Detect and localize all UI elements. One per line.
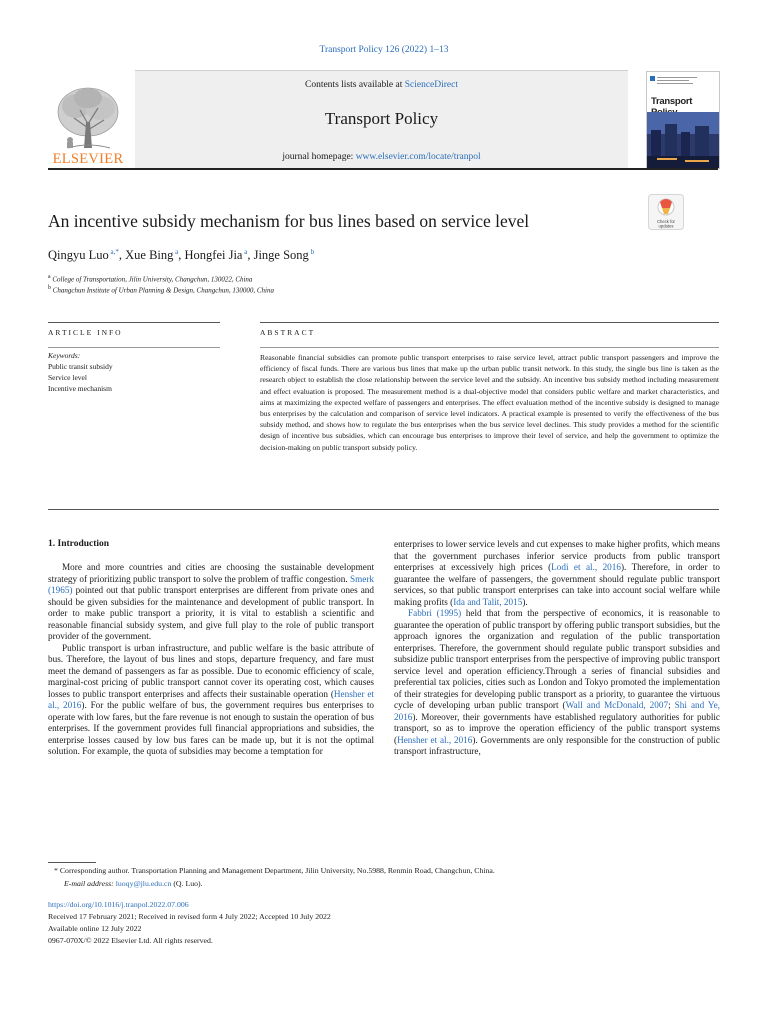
check-for-updates-icon[interactable] <box>648 194 684 230</box>
affiliation-b-marker: b <box>48 285 51 291</box>
paragraph-text: ). Governments are only responsible for the construction of public transport infrastructure, <box>394 734 720 756</box>
article-info-heading: ARTICLE INFO <box>48 328 123 337</box>
author-separator: , <box>118 248 126 263</box>
paragraph-text: ). Therefore, in order to guarantee the welfare of passengers, the government should regulate public transport services, so that public transport enterprises can take into account social welfare while making profits ( <box>394 562 720 607</box>
affiliation-a <box>48 274 648 283</box>
cover-top-band <box>647 72 719 90</box>
abstract-rule <box>260 347 719 348</box>
body-paragraph <box>394 539 720 608</box>
journal-title: Transport Policy <box>324 109 439 128</box>
contents-availability <box>135 80 628 90</box>
affiliation-a-text: College of Transportation, Jilin University, Changchun, 130022, China <box>52 275 253 284</box>
keyword-item: Incentive mechanism <box>48 384 112 393</box>
article-info-rule-top <box>48 322 220 323</box>
body-paragraph <box>48 562 374 643</box>
affiliation-a-marker: a <box>48 274 51 280</box>
paragraph-text: Public transport is urban infrastructure, and public welfare is the basic attribute of bus. Therefore, the layout of bus lines and stops, departure frequency, and fare must meet the demand of passengers as far as possible. Due to economic efficiency of scale, marginal-cost pricing of public transport cannot cover its operating cost, which causes losses to public transport enterprises and affects their sustainable operation ( <box>48 642 374 699</box>
copyright-notice: 0967-070X/© 2022 Elsevier Ltd. All rights reserved. <box>48 936 213 945</box>
email-label: E-mail address: <box>64 879 114 888</box>
crossmark-line2: updates <box>658 223 674 229</box>
paragraph-text: pointed out that public transport enterprises are different from private ones and should be given subsidies for the maintenance and development of public transport. In order to make public transport a priority, it is vital to establish a scientific and reasonable financial subsidy system, and give full play to the role of public transport provider of the government. <box>48 585 374 641</box>
abstract-heading: ABSTRACT <box>260 328 316 337</box>
citation-link[interactable]: Lodi et al., 2016 <box>551 562 621 572</box>
body-paragraph <box>48 643 374 758</box>
received-dates: Received 17 February 2021; Received in revised form 4 July 2022; Accepted 10 July 2022 <box>48 912 331 921</box>
author-affiliation-marker[interactable]: a,* <box>108 248 119 256</box>
contents-prefix: Contents lists available at <box>304 80 405 90</box>
header-divider <box>48 168 718 170</box>
abstract-rule-top <box>260 322 719 323</box>
citation-link[interactable]: Fabbri (1995) <box>408 608 462 618</box>
paragraph-text: ; <box>668 700 675 710</box>
paragraph-text: More and more countries and cities are choosing the sustainable development strategy of prioritizing public transport to solve the problem of traffic congestion. <box>48 562 374 584</box>
email-link[interactable]: luoqy@jlu.edu.cn <box>115 879 172 888</box>
keyword-item: Service level <box>48 373 87 382</box>
paragraph-text: ). Moreover, their governments have established regulatory authorities for public transport, so as to improve the operation efficiency of the public transport systems ( <box>394 711 720 745</box>
homepage-prefix: journal homepage: <box>282 152 356 162</box>
paragraph-text: held that from the perspective of economics, it is reasonable to guarantee the operation of public transport by offering public transport subsidies, but the approach ignores the organization and regulation of the public transportation enterprises. Therefore, the government should regulate public transport subsidies and subsidize public transport enterprises from the perspective of improving public transport service level and operation efficiency.Through a series of financial subsidies and preferential tax policies, cities such as London and Tokyo promoted the implementation of their strategies for developing public transport as a priority, to guarantee the virtuous cycle of developing urban public transport ( <box>394 608 720 710</box>
author-affiliation-marker[interactable]: a <box>242 248 248 256</box>
author-name[interactable]: Xue Bing <box>125 248 174 263</box>
crossmark-line1: Check for <box>657 219 675 224</box>
citation-link[interactable]: Smerk (1965) <box>48 573 374 595</box>
journal-homepage-link[interactable]: www.elsevier.com/locate/tranpol <box>355 152 481 162</box>
elsevier-wordmark: ELSEVIER <box>52 151 124 167</box>
affiliation-b-text: Changchun Institute of Urban Planning & Design, Changchun, 130000, China <box>52 286 274 295</box>
author-name[interactable]: Jinge Song <box>253 248 309 263</box>
affiliation-b <box>48 285 648 294</box>
body-paragraph <box>394 608 720 758</box>
citation-link[interactable]: Hensher et al., 2016 <box>397 734 473 745</box>
author-affiliation-marker[interactable]: a <box>173 248 179 256</box>
paragraph-text: enterprises to lower service levels and cut expenses to make higher profits, which means that the government purchases inferior service products from public transport enterprises at excessively high prices ( <box>394 539 720 572</box>
sciencedirect-link[interactable]: ScienceDirect <box>404 80 458 90</box>
intro-left-column <box>48 562 374 758</box>
citation-link[interactable]: Wall and McDonald, 2007 <box>565 700 669 710</box>
keyword-item: Public transit subsidy <box>48 362 113 371</box>
author-separator: , <box>247 248 254 263</box>
author-name[interactable]: Qingyu Luo <box>48 248 109 263</box>
footnote-rule <box>48 862 96 863</box>
author-affiliation-marker[interactable]: b <box>308 248 315 256</box>
article-title: An incentive subsidy mechanism for bus lines based on service level <box>48 211 530 231</box>
doi-link-text[interactable]: https://doi.org/10.1016/j.tranpol.2022.07.006 <box>48 900 189 909</box>
author-list <box>48 248 648 263</box>
citation-link[interactable]: Shi and Ye, 2016 <box>394 700 720 722</box>
corresponding-author-note: * Corresponding author. Transportation Planning and Management Department, Jilin University, No.5988, Renmin Road, Changchun, China. <box>54 866 495 875</box>
keywords-label: Keywords: <box>48 351 81 360</box>
cover-header-icon <box>647 72 719 90</box>
cover-photo-icon <box>647 112 719 168</box>
available-online: Available online 12 July 2022 <box>48 924 142 933</box>
cover-title: Transport <box>651 96 693 107</box>
citation-link[interactable]: Ida and Talit, 2015 <box>453 596 523 607</box>
journal-citation[interactable]: Transport Policy 126 (2022) 1–13 <box>319 45 449 55</box>
journal-homepage <box>135 152 628 162</box>
paragraph-text: ). <box>522 596 528 607</box>
email-note <box>64 879 734 888</box>
email-suffix: (Q. Luo). <box>171 879 203 888</box>
journal-cover-thumbnail[interactable] <box>646 71 720 169</box>
section-title-introduction: 1. Introduction <box>48 539 110 549</box>
author-separator: , <box>178 248 185 263</box>
paragraph-text: ). For the public welfare of bus, the government requires bus enterprises to operate with low fares, but the fare revenue is not enough to sustain the operation of bus enterprises. If the government provides full financial appropriations and subsidies, the enterprise losses caused by low bus fares can be made up, but it is not the optimal solution. For example, the quota of subsidies may become a temptation for <box>48 700 374 756</box>
article-info-rule <box>48 347 220 348</box>
abstract-bottom-rule <box>48 509 719 510</box>
author-name[interactable]: Hongfei Jia <box>184 248 243 263</box>
citation-link[interactable]: Hensher et al., 2016 <box>48 688 374 710</box>
abstract-text: Reasonable financial subsidies can promote public transport enterprises to raise service level, attract public transport passengers and improve the efficiency of fiscal funds. There are various bus lines that make up the urban public transit network. In this study, the single bus line is taken as the research object to establish the close relationship between the service level and the subsidy. An incentive bus subsidy method including measurement and effect evaluation is proposed. The measurement method is a dual-objective model that considers public welfare and market characteristics, and aims at maximizing the expected welfare of passengers and enterprises. The effect evaluation method of the incentive subsidy is designed to manage bus enterprises by the calculation and comparison of service level indicators. A practical example is presented to verify the effectiveness of the bus subsidy method, and shows how to regulate the bus enterprises when the bus service level declines. This study provides a method for the scientific design of incentive bus subsidies, which can encourage bus enterprises to improve their level of service, and help the government to optimize the decision-making on public transport subsidy policy. <box>260 353 719 452</box>
doi-link[interactable] <box>48 900 718 909</box>
intro-right-column <box>394 539 720 758</box>
